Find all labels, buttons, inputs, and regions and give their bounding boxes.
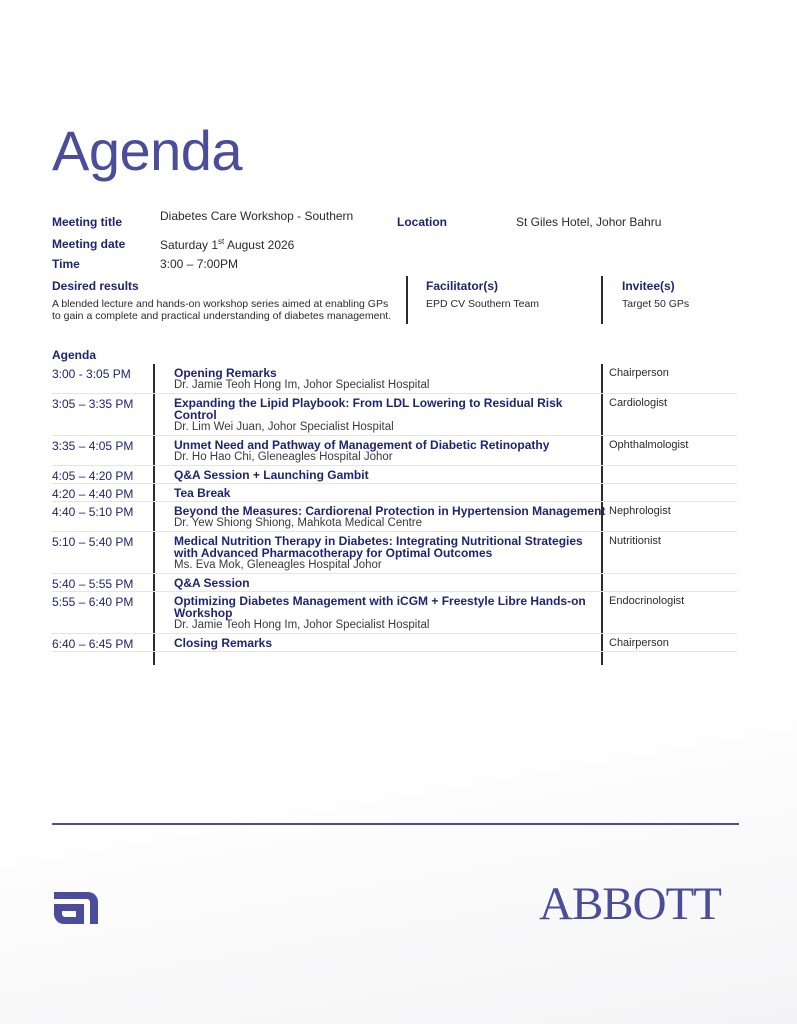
agenda-session-title: Closing Remarks	[174, 636, 273, 650]
agenda-session-title: Q&A Session	[174, 576, 250, 590]
agenda-role: Chairperson	[609, 637, 669, 649]
footer-divider	[52, 823, 739, 825]
agenda-row	[52, 466, 737, 484]
location-value: St Giles Hotel, Johor Bahru	[516, 215, 662, 229]
agenda-time: 5:55 – 6:40 PM	[52, 595, 134, 609]
meeting-title-value: Diabetes Care Workshop - Southern	[160, 209, 354, 223]
agenda-label: Agenda	[52, 348, 97, 362]
agenda-session-title: Optimizing Diabetes Management with iCGM + Freestyle Libre Hands-on	[174, 594, 586, 608]
agenda-row	[52, 394, 737, 436]
agenda-session-title: Tea Break	[174, 486, 231, 500]
agenda-row	[52, 436, 737, 466]
agenda-session-title: Beyond the Measures: Cardiorenal Protection in Hypertension Management	[174, 504, 606, 518]
agenda-row	[52, 574, 737, 592]
time-label: Time	[52, 257, 80, 271]
location-label: Location	[397, 215, 447, 229]
agenda-time: 3:05 – 3:35 PM	[52, 397, 134, 411]
agenda-time: 4:05 – 4:20 PM	[52, 469, 134, 483]
divider	[601, 276, 603, 324]
meeting-date-label: Meeting date	[52, 237, 126, 251]
meeting-title-label: Meeting title	[52, 215, 123, 229]
desired-results-text: A blended lecture and hands-on workshop series aimed at enabling GPs to gain a complete and practical understanding of diabetes management.	[52, 298, 392, 322]
agenda-speaker: Dr. Ho Hao Chi, Gleneagles Hospital Johor	[174, 451, 393, 463]
agenda-session-title-cont: with Advanced Pharmacotherapy for Optimal Outcomes	[174, 546, 493, 560]
facilitator-value: EPD CV Southern Team	[426, 298, 540, 310]
agenda-time: 4:40 – 5:10 PM	[52, 505, 134, 519]
invitee-label: Invitee(s)	[622, 279, 675, 293]
agenda-speaker: Dr. Lim Wei Juan, Johor Specialist Hospital	[174, 421, 394, 433]
desired-results-label: Desired results	[52, 279, 139, 293]
agenda-session-title: Q&A Session + Launching Gambit	[174, 468, 369, 482]
agenda-row	[52, 484, 737, 502]
agenda-row	[52, 364, 737, 394]
agenda-role: Cardiologist	[609, 397, 668, 409]
abbott-a-icon	[52, 886, 102, 931]
agenda-session-title: Medical Nutrition Therapy in Diabetes: Integrating Nutritional Strategies	[174, 534, 583, 548]
divider	[406, 276, 408, 324]
agenda-row	[52, 592, 737, 634]
invitee-value: Target 50 GPs	[622, 298, 690, 310]
agenda-speaker: Dr. Jamie Teoh Hong Im, Johor Specialist Hospital	[174, 379, 430, 391]
agenda-session-title: Unmet Need and Pathway of Management of Diabetic Retinopathy	[174, 438, 550, 452]
agenda-time: 5:10 – 5:40 PM	[52, 535, 134, 549]
agenda-row	[52, 502, 737, 532]
agenda-time: 3:35 – 4:05 PM	[52, 439, 134, 453]
agenda-speaker: Dr. Yew Shiong Shiong, Mahkota Medical Centre	[174, 517, 423, 529]
agenda-role: Chairperson	[609, 367, 669, 379]
agenda-role: Nutritionist	[609, 535, 661, 547]
facilitator-label: Facilitator(s)	[426, 279, 499, 293]
time-value: 3:00 – 7:00PM	[160, 257, 239, 271]
page-title: Agenda	[52, 119, 243, 182]
agenda-time: 4:20 – 4:40 PM	[52, 487, 134, 501]
agenda-row	[52, 634, 737, 652]
agenda-role: Ophthalmologist	[609, 439, 689, 451]
agenda-session-title: Expanding the Lipid Playbook: From LDL Lowering to Residual Risk Control	[174, 396, 563, 422]
agenda-role: Nephrologist	[609, 505, 671, 517]
agenda-table	[52, 364, 737, 652]
meeting-date-value: Saturday 1st August 2026	[160, 237, 295, 252]
abbott-wordmark: ABBOTT	[539, 878, 721, 930]
agenda-row	[52, 532, 737, 574]
agenda-session-title: Opening Remarks	[174, 366, 277, 380]
agenda-speaker: Ms. Eva Mok, Gleneagles Hospital Johor	[174, 559, 382, 571]
agenda-time: 6:40 – 6:45 PM	[52, 637, 134, 651]
agenda-session-title-cont: Workshop	[174, 606, 233, 620]
agenda-time: 5:40 – 5:55 PM	[52, 577, 134, 591]
agenda-speaker: Dr. Jamie Teoh Hong Im, Johor Specialist Hospital	[174, 619, 430, 631]
agenda-time: 3:00 - 3:05 PM	[52, 367, 131, 381]
agenda-role: Endocrinologist	[609, 595, 685, 607]
